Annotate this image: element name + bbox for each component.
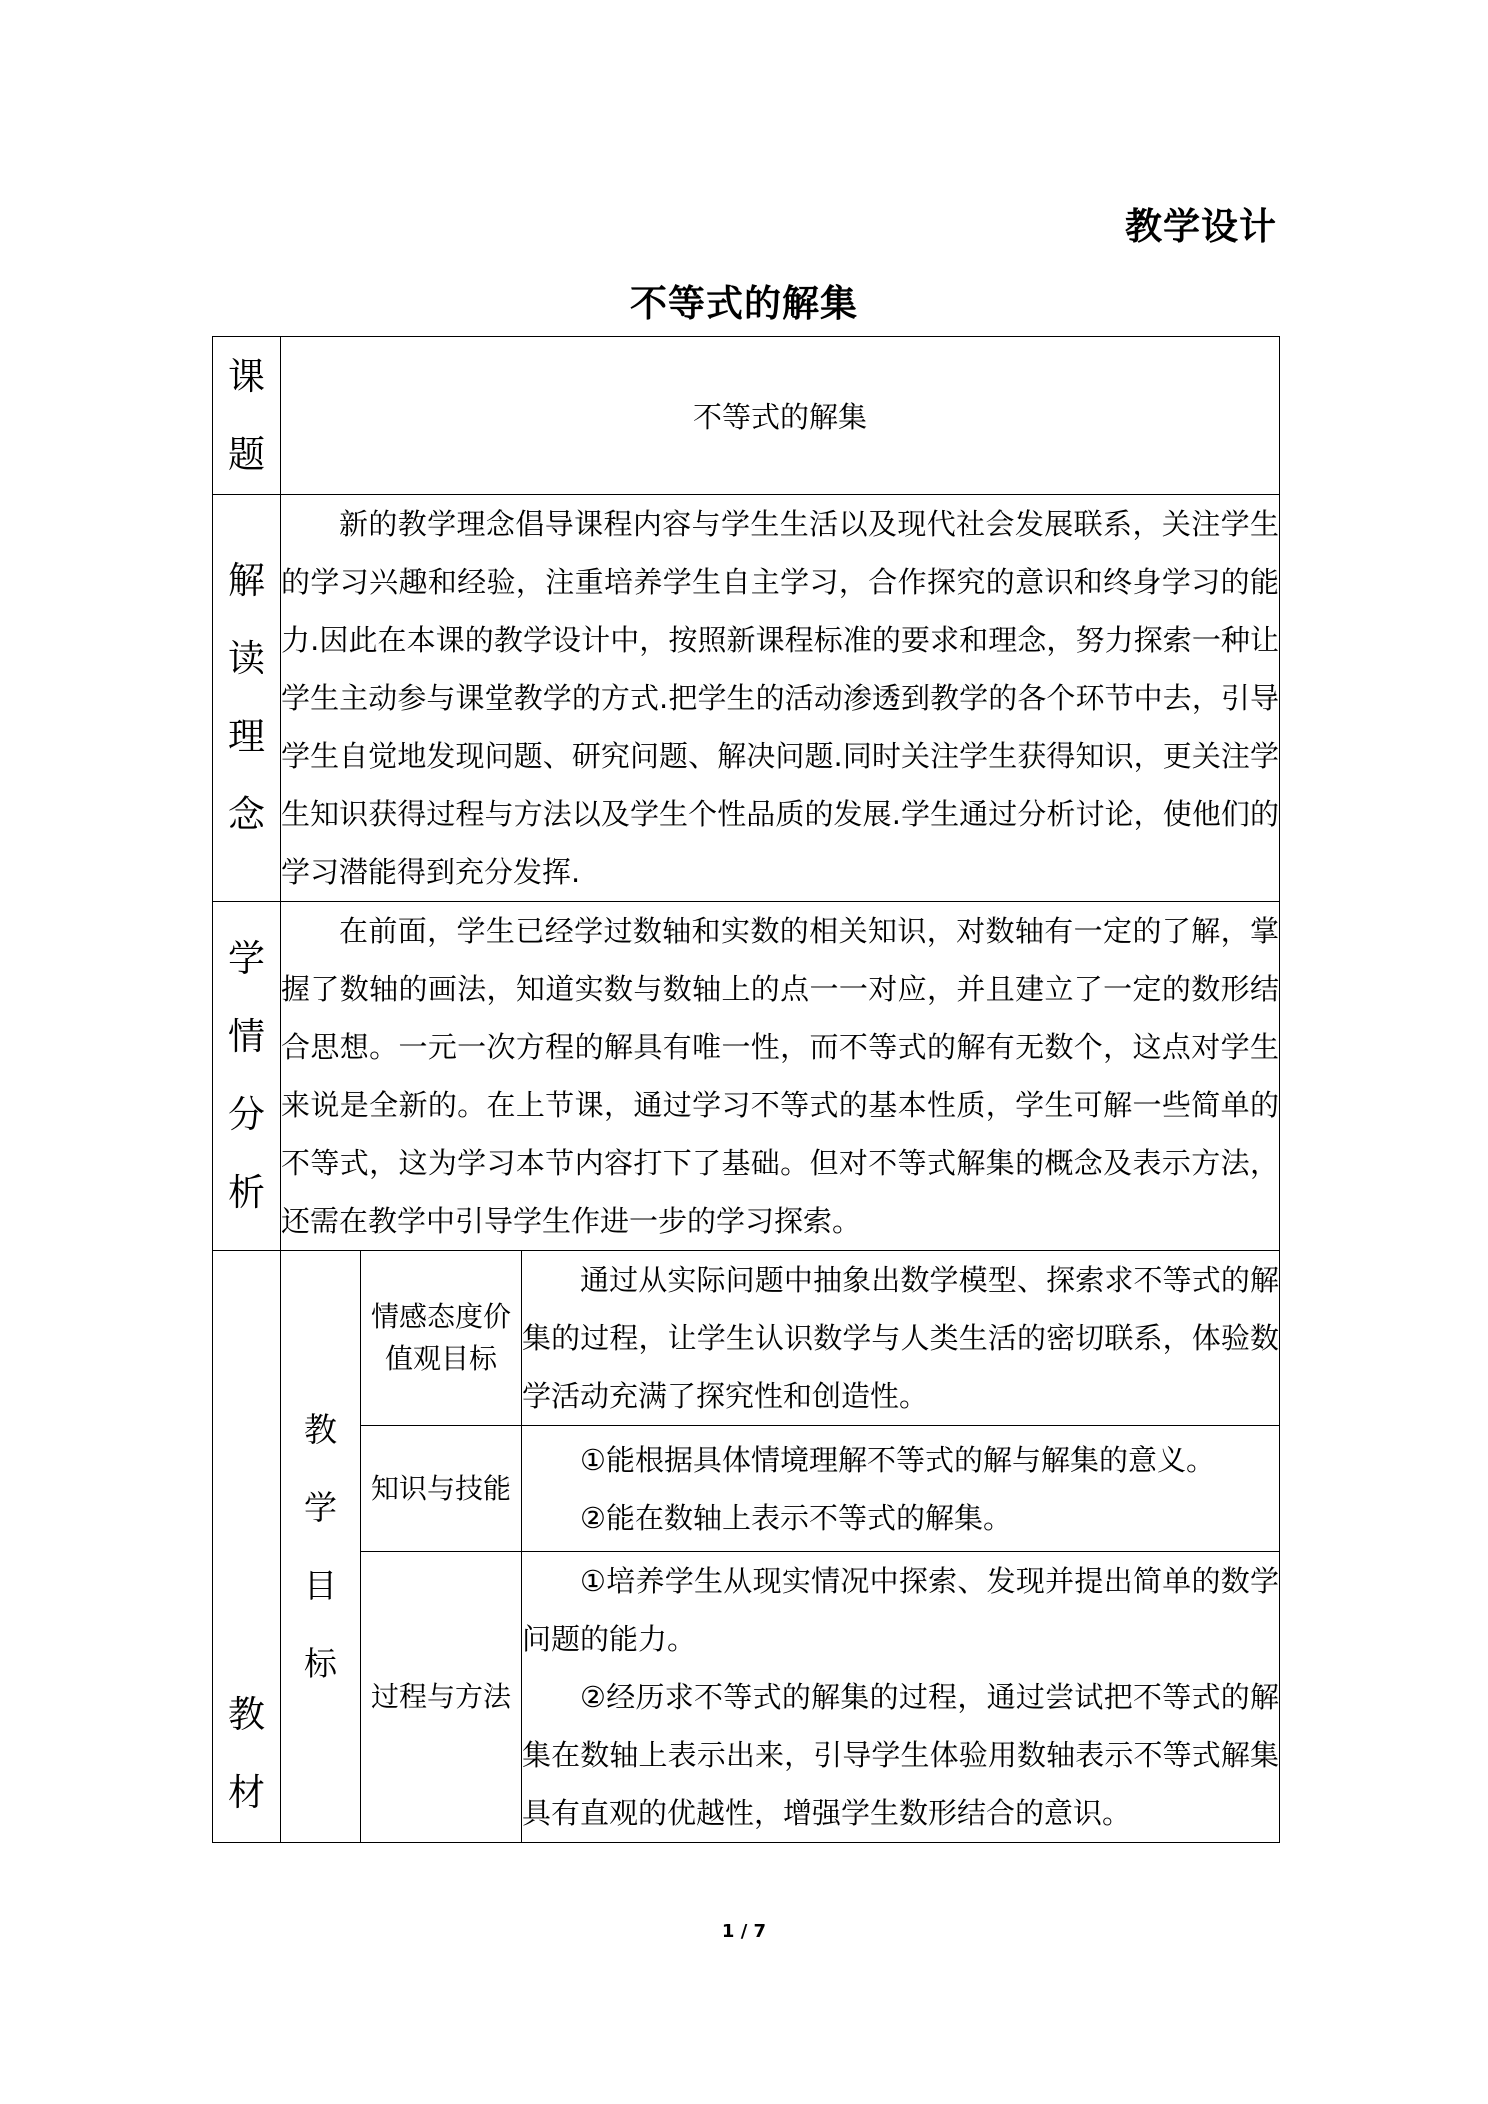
concept-row <box>213 495 1280 902</box>
teaching-goals-label: 教 学 目 标 <box>281 1251 361 1843</box>
material-label: 教 材 <box>213 1251 281 1843</box>
analysis-label: 学 情 分 析 <box>213 902 281 1251</box>
goal-row-emotion <box>213 1251 1280 1426</box>
analysis-row <box>213 902 1280 1251</box>
analysis-content: 在前面，学生已经学过数轴和实数的相关知识，对数轴有一定的了解，掌握了数轴的画法，知道实数与数轴上的点一一对应，并且建立了一定的数形结合思想。一元一次方程的解具有唯一性，而不等式的解有无数个，这点对学生来说是全新的。在上节课，通过学习不等式的基本性质，学生可解一些简单的不等式，这为学习本节内容打下了基础。但对不等式解集的概念及表示方法，还需在教学中引导学生作进一步的学习探索。 <box>281 902 1280 1251</box>
topic-row <box>213 337 1280 495</box>
goal-label-process: 过程与方法 <box>361 1552 522 1843</box>
page-number: 1 / 7 <box>721 1921 767 1942</box>
topic-content: 不等式的解集 <box>281 337 1280 495</box>
topic-label: 课 题 <box>213 337 281 495</box>
goal-content-emotion: 通过从实际问题中抽象出数学模型、探索求不等式的解集的过程，让学生认识数学与人类生活的密切联系，体验数学活动充满了探究性和创造性。 <box>522 1251 1280 1426</box>
concept-label: 解 读 理 念 <box>213 495 281 902</box>
lesson-plan-table <box>212 336 1280 1843</box>
goal-content-process: ①培养学生从现实情况中探索、发现并提出简单的数学问题的能力。 ②经历求不等式的解集的过程，通过尝试把不等式的解集在数轴上表示出来，引导学生体验用数轴表示不等式解集具有直观的优越性，增强学生数形结合的意识。 <box>522 1552 1280 1843</box>
document-title: 不等式的解集 <box>630 282 858 325</box>
goal-content-knowledge: ①能根据具体情境理解不等式的解与解集的意义。 ②能在数轴上表示不等式的解集。 <box>522 1426 1280 1552</box>
goal-row-knowledge <box>213 1426 1280 1552</box>
goal-label-emotion: 情感态度价值观目标 <box>361 1251 522 1426</box>
concept-content: 新的教学理念倡导课程内容与学生生活以及现代社会发展联系，关注学生的学习兴趣和经验，注重培养学生自主学习，合作探究的意识和终身学习的能力.因此在本课的教学设计中，按照新课程标准的要求和理念，努力探索一种让学生主动参与课堂教学的方式.把学生的活动渗透到教学的各个环节中去，引导学生自觉地发现问题、研究问题、解决问题.同时关注学生获得知识，更关注学生知识获得过程与方法以及学生个性品质的发展.学生通过分析讨论，使他们的学习潜能得到充分发挥. <box>281 495 1280 902</box>
goal-label-knowledge: 知识与技能 <box>361 1426 522 1552</box>
goal-row-process <box>213 1552 1280 1843</box>
document-type-heading: 教学设计 <box>1125 205 1277 248</box>
